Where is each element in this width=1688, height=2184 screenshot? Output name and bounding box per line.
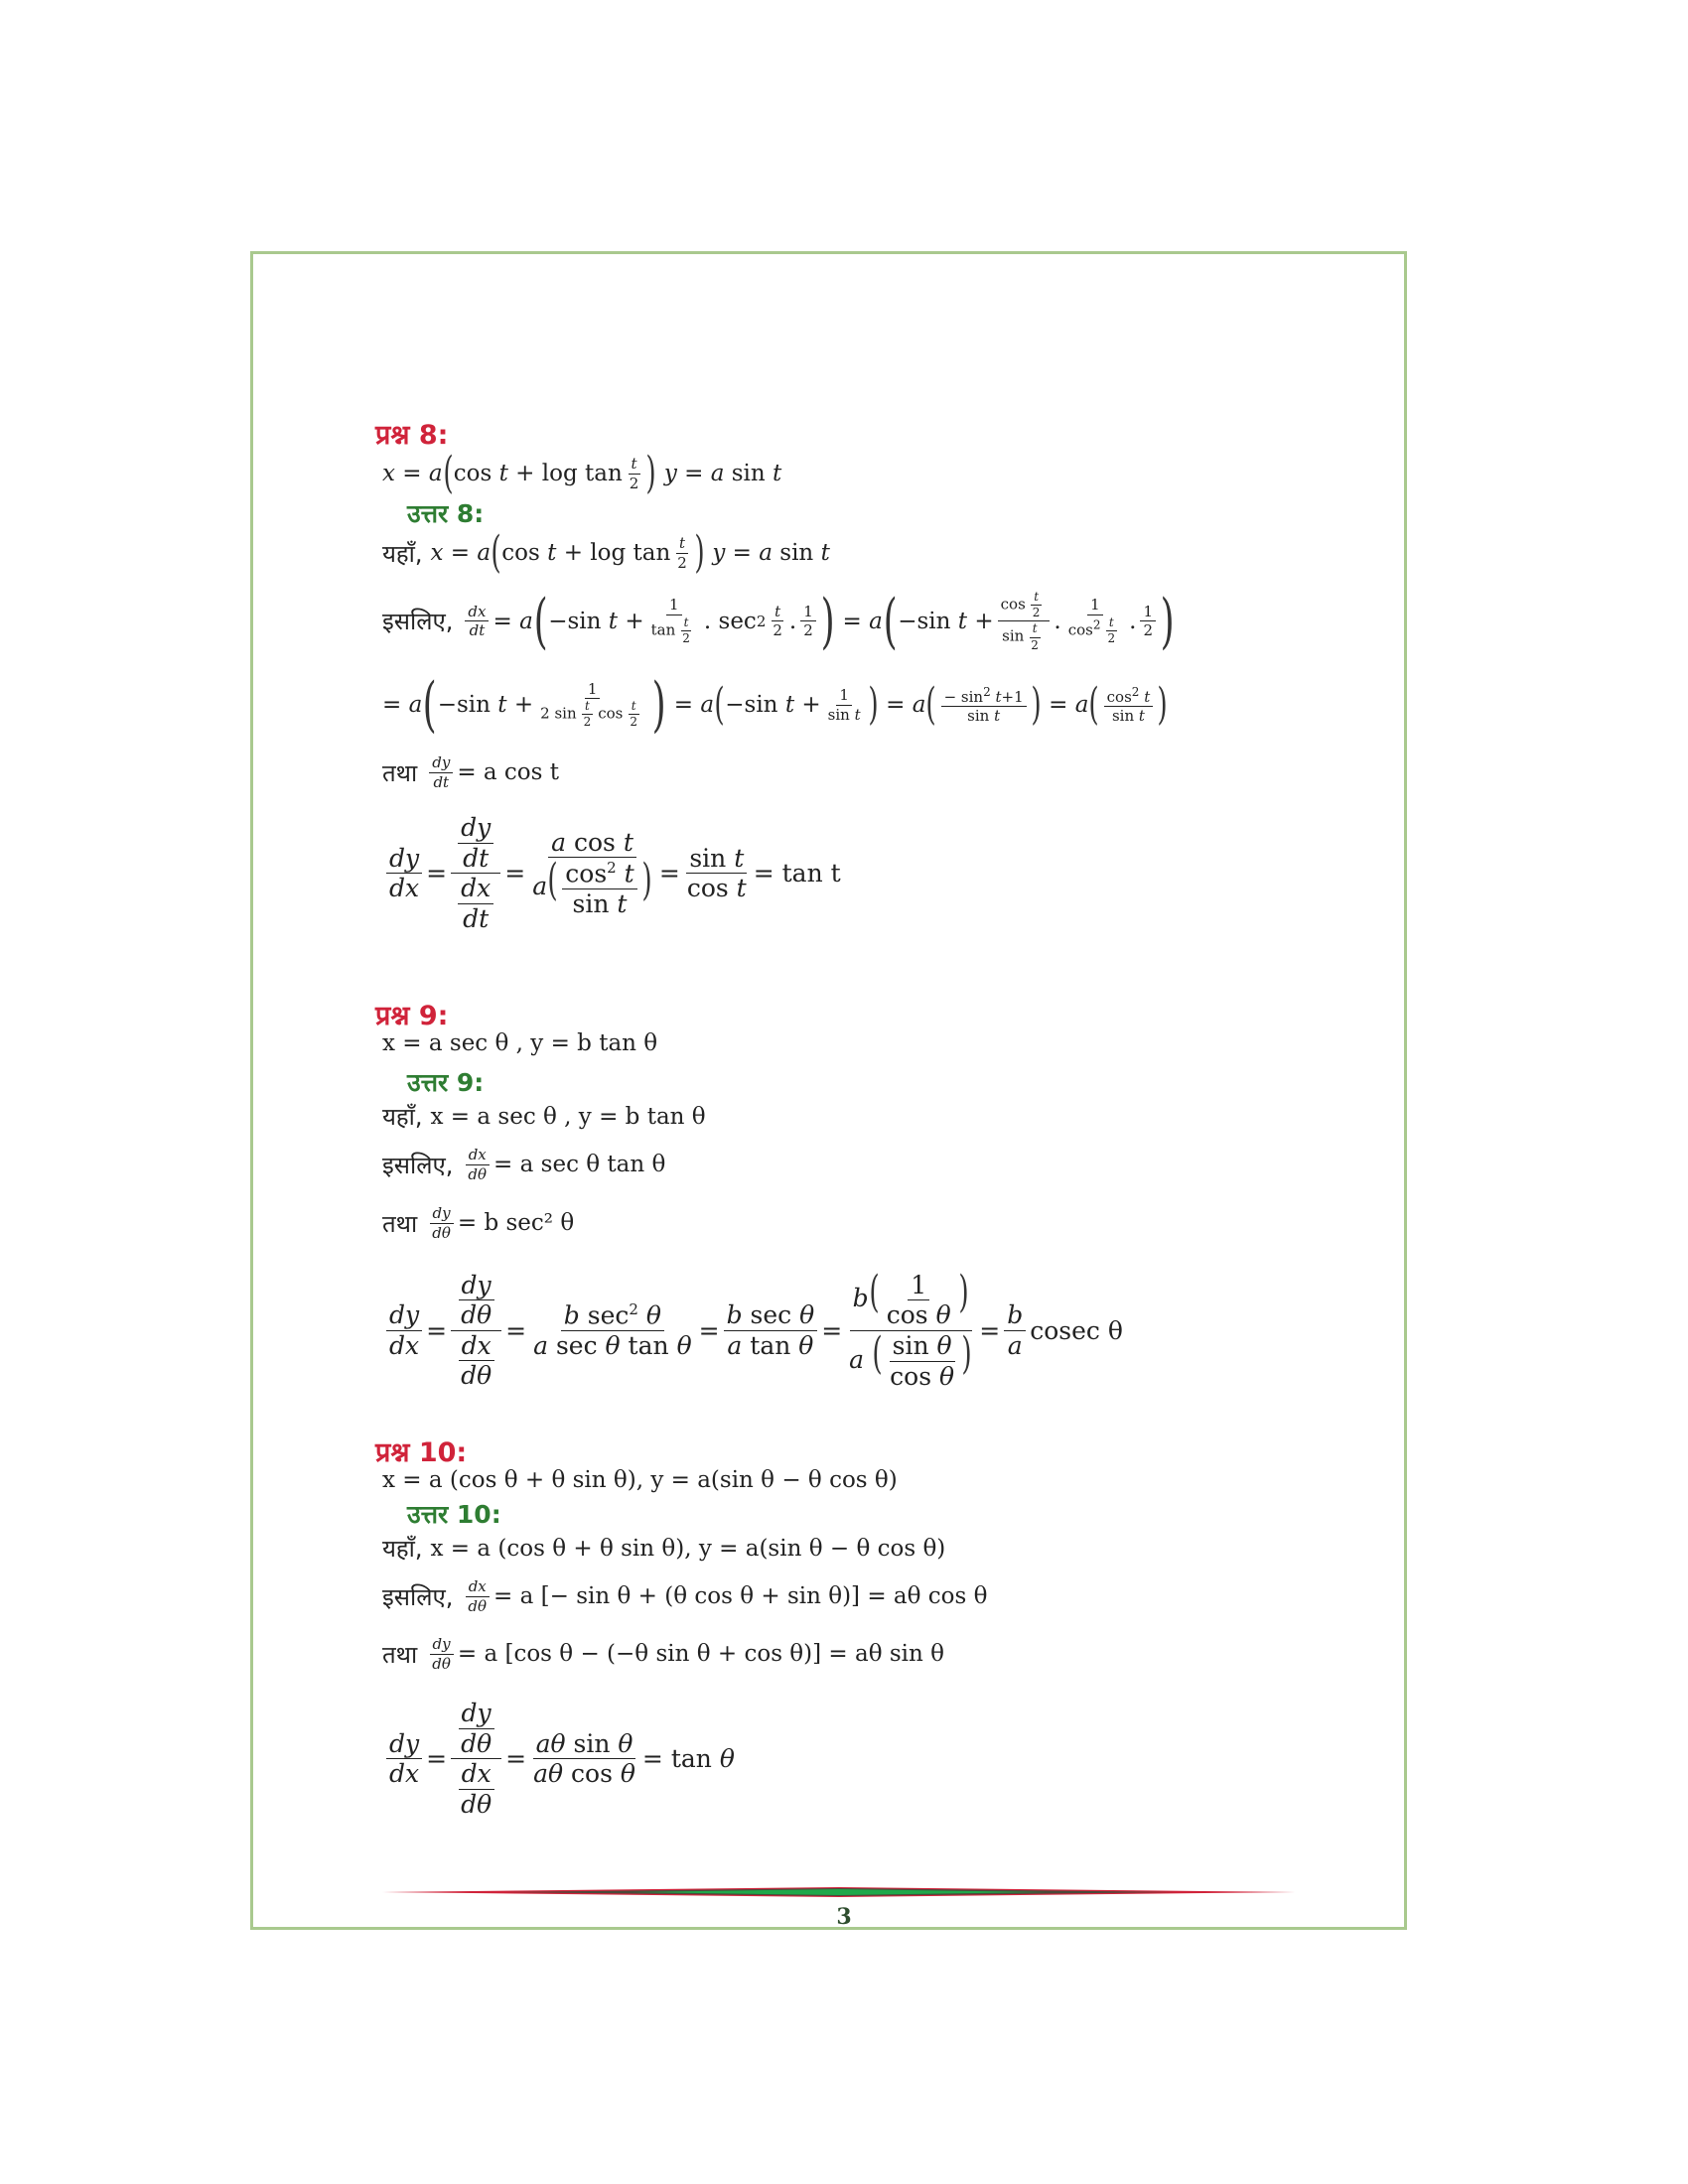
- and-label: तथा: [382, 1640, 418, 1669]
- dx-dtheta-value: = a [− sin θ + (θ cos θ + sin θ)] = aθ cos θ: [493, 1583, 988, 1609]
- given-line: [382, 1100, 706, 1133]
- result-line: $\frac{dy}{dx}$ = $\frac{\frac{dy}{d\theta}}{\frac{dx}{d\theta}}$ = $\frac{b \sec^2 \theta}{\text{a sec θ tan θ}}$ = $\frac{\text{b sec θ}}{\text{a tan θ}}$ = b( $\frac{1}{\text{cos θ}}$ ) a ( $\frac{\text{sin θ}}{\text{cos θ}}$ ) = $\frac{b}{a}$ cosec θ: [382, 1271, 1123, 1390]
- therefore-label: इसलिए,: [382, 1582, 454, 1611]
- result-value: cosec θ: [1030, 1315, 1123, 1345]
- result-line: $\frac{dy}{dx}$ = $\frac{\frac{dy}{d\theta}}{\frac{dx}{d\theta}}$ = $\frac{\text{aθ sin θ}}{\text{aθ cos θ}}$ = tan θ: [382, 1700, 735, 1818]
- question-heading: प्रश्न 10:: [375, 1437, 468, 1468]
- dy-dtheta-line: तथा $\frac{dy}{d\theta}$ = a [cos θ − (−θ sin θ + cos θ)] = aθ sin θ: [382, 1635, 944, 1673]
- dx-dtheta-line: इसलिए, $\frac{dx}{d\theta}$ = a [− sin θ + (θ cos θ + sin θ)] = aθ cos θ: [382, 1577, 988, 1615]
- result-line: $\frac{dy}{dx}$ = $\frac{\frac{dy}{dt}}{\frac{dx}{dt}}$ = a cos t a( $\frac{\cos^2 t}{\text{sin t}}$ ) = $\frac{\text{sin t}}{\text{cos t}}$ = tan t: [382, 814, 841, 932]
- here-label: यहाँ,: [382, 1103, 423, 1131]
- dx-dt-line: इसलिए, $\frac{dx}{dt}$ = a ( −sin t + 1 tan $\frac{t}{2}$ . sec 2 $\frac{t}{2}$ . $\frac{1}{2}$ ) = a ( −sin t + cos $\frac{t}{2}$ sin $\frac{t}{2}$ . 1 $\cos^2$ $\frac{t}{2}$ . $\frac{1}{2}$ ): [382, 586, 1175, 656]
- answer-heading: उत्तर 9:: [407, 1068, 485, 1097]
- here-label: यहाँ,: [382, 1535, 423, 1563]
- dx-dt-simplify-line: = a ( −sin t + 1 2 sin $\frac{t}{2}$ cos $\frac{t}{2}$ ) = a ( −sin t + $\frac{1}{\text{sin t}}$ ) = a ( $\frac{- \sin^2 t+1}{\text{sin t}}$ ) = a ( $\frac{\cos^2 t}{\text{sin t}}$ ): [382, 670, 1168, 740]
- answer-heading: उत्तर 8:: [407, 499, 485, 528]
- result-value: = tan t: [753, 859, 841, 887]
- given-equation: x = a (cos θ + θ sin θ), y = a(sin θ − θ cos θ): [430, 1535, 946, 1562]
- question-equation: x = a (cos θ + θ sin θ), y = a(sin θ − θ cos θ): [382, 1467, 898, 1493]
- page-number: 3: [836, 1904, 852, 1930]
- dx-dtheta-value: = a sec θ tan θ: [493, 1152, 666, 1177]
- dy-dt-value: = a cos t: [457, 759, 560, 785]
- question-heading: प्रश्न 9:: [375, 1001, 449, 1031]
- dy-dtheta-line: तथा $\frac{dy}{d\theta}$ = b sec² θ: [382, 1204, 575, 1242]
- dy-dtheta-value: = a [cos θ − (−θ sin θ + cos θ)] = aθ sin θ: [457, 1641, 944, 1667]
- given-line: [382, 1532, 945, 1565]
- given-equation: x = a sec θ , y = b tan θ: [430, 1103, 706, 1130]
- therefore-label: इसलिए,: [382, 1151, 454, 1179]
- dy-dtheta-value: = b sec² θ: [457, 1210, 575, 1236]
- given-line: यहाँ, x = a ( cos t + log tan $\frac{t}{2}$ ) y = a sin t: [382, 527, 830, 578]
- and-label: तथा: [382, 758, 418, 787]
- footer-decorative-divider: [382, 1886, 1296, 1898]
- here-label: यहाँ,: [382, 539, 423, 568]
- question-equation: x = a sec θ , y = b tan θ: [382, 1030, 658, 1056]
- therefore-label: इसलिए,: [382, 608, 454, 636]
- answer-heading: उत्तर 10:: [407, 1500, 501, 1529]
- question-equation: x = a ( cos t + log tan $\frac{t}{2}$ ) y = a sin t: [382, 448, 782, 498]
- and-label: तथा: [382, 1209, 418, 1238]
- dy-dt-line: तथा $\frac{dy}{dt}$ = a cos t: [382, 753, 560, 791]
- question-heading: प्रश्न 8:: [375, 420, 449, 451]
- dx-dtheta-line: इसलिए, $\frac{dx}{d\theta}$ = a sec θ tan θ: [382, 1146, 666, 1183]
